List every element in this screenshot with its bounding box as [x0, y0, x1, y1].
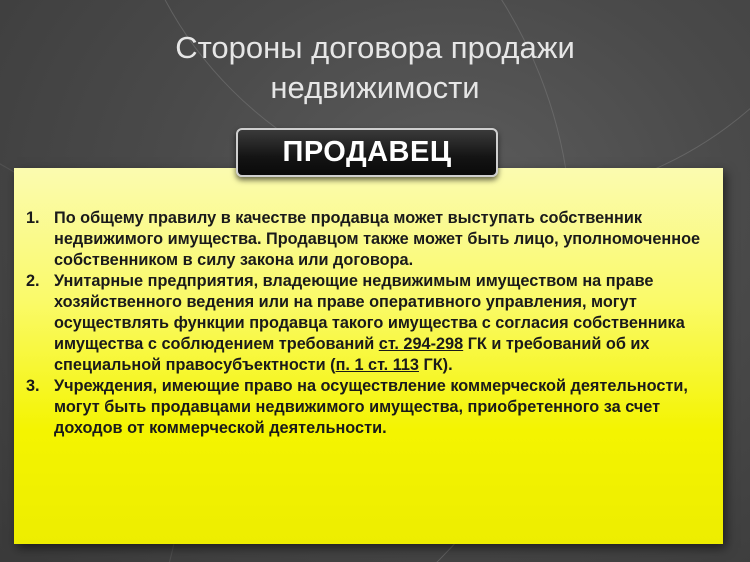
items-list	[26, 208, 716, 439]
law-link-article-113[interactable]: п. 1 ст. 113	[335, 356, 419, 374]
list-item	[26, 271, 716, 376]
slide-title	[0, 28, 750, 108]
content-panel	[14, 168, 723, 544]
item-text-part: ГК).	[418, 356, 453, 374]
item-number: 2.	[26, 272, 40, 290]
section-label: ПРОДАВЕЦ	[236, 128, 498, 177]
item-text-part: Унитарные предприятия, владеющие недвижимым имуществом на праве хозяйственного ведения или на праве оперативного управления, могут осуществлять функции продавца такого имущества с согласия собственника имущества с соблюдением требований	[54, 272, 685, 353]
slide-title-line-1: Стороны договора продажи	[175, 30, 575, 65]
law-link-articles-294-298[interactable]: ст. 294-298	[378, 335, 464, 353]
item-text-part: ГК и требований об их специальной правосубъектности (	[54, 335, 650, 374]
item-number: 1.	[26, 209, 40, 227]
item-text	[54, 271, 716, 376]
item-text: По общему правилу в качестве продавца может выступать собственник недвижимого имущества. Продавцом также может быть лицо, уполномоченное собственником в силу закона или договора.	[54, 209, 701, 269]
item-number: 3.	[26, 377, 40, 395]
list-item	[26, 208, 716, 271]
slide-title-line-2: недвижимости	[270, 70, 480, 105]
item-text: Учреждения, имеющие право на осуществление коммерческой деятельности, могут быть продавцами недвижимого имущества, приобретенного за счет доходов от коммерческой деятельности.	[54, 377, 688, 437]
list-item	[26, 376, 716, 439]
